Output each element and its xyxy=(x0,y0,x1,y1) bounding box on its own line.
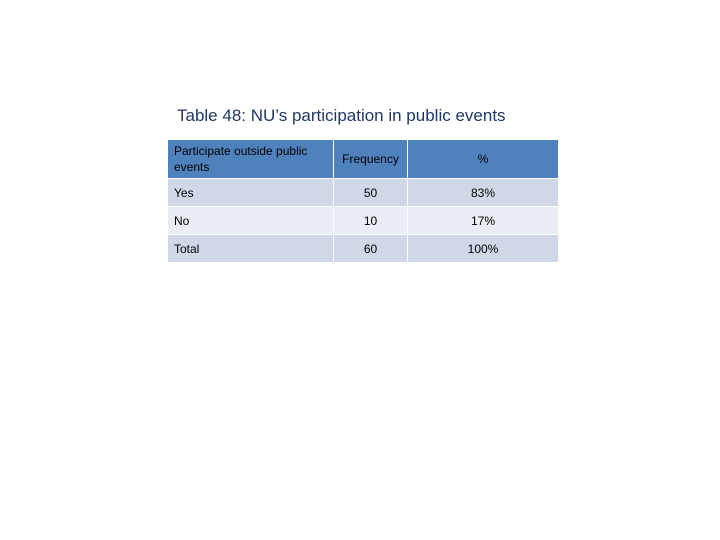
table-title: Table 48: NU’s participation in public events xyxy=(177,106,506,125)
row-frequency: 60 xyxy=(334,235,408,263)
row-frequency: 50 xyxy=(334,179,408,207)
row-percent: 83% xyxy=(408,179,559,207)
table-header-row xyxy=(168,140,559,179)
header-frequency: Frequency xyxy=(334,140,408,179)
table-row xyxy=(168,179,559,207)
header-percent: % xyxy=(408,140,559,179)
row-label: Total xyxy=(168,235,334,263)
header-participate: Participate outside public events xyxy=(168,140,334,179)
participation-table xyxy=(167,139,559,263)
row-frequency: 10 xyxy=(334,207,408,235)
table-row xyxy=(168,235,559,263)
row-percent: 100% xyxy=(408,235,559,263)
row-label: Yes xyxy=(168,179,334,207)
table-row xyxy=(168,207,559,235)
row-percent: 17% xyxy=(408,207,559,235)
row-label: No xyxy=(168,207,334,235)
